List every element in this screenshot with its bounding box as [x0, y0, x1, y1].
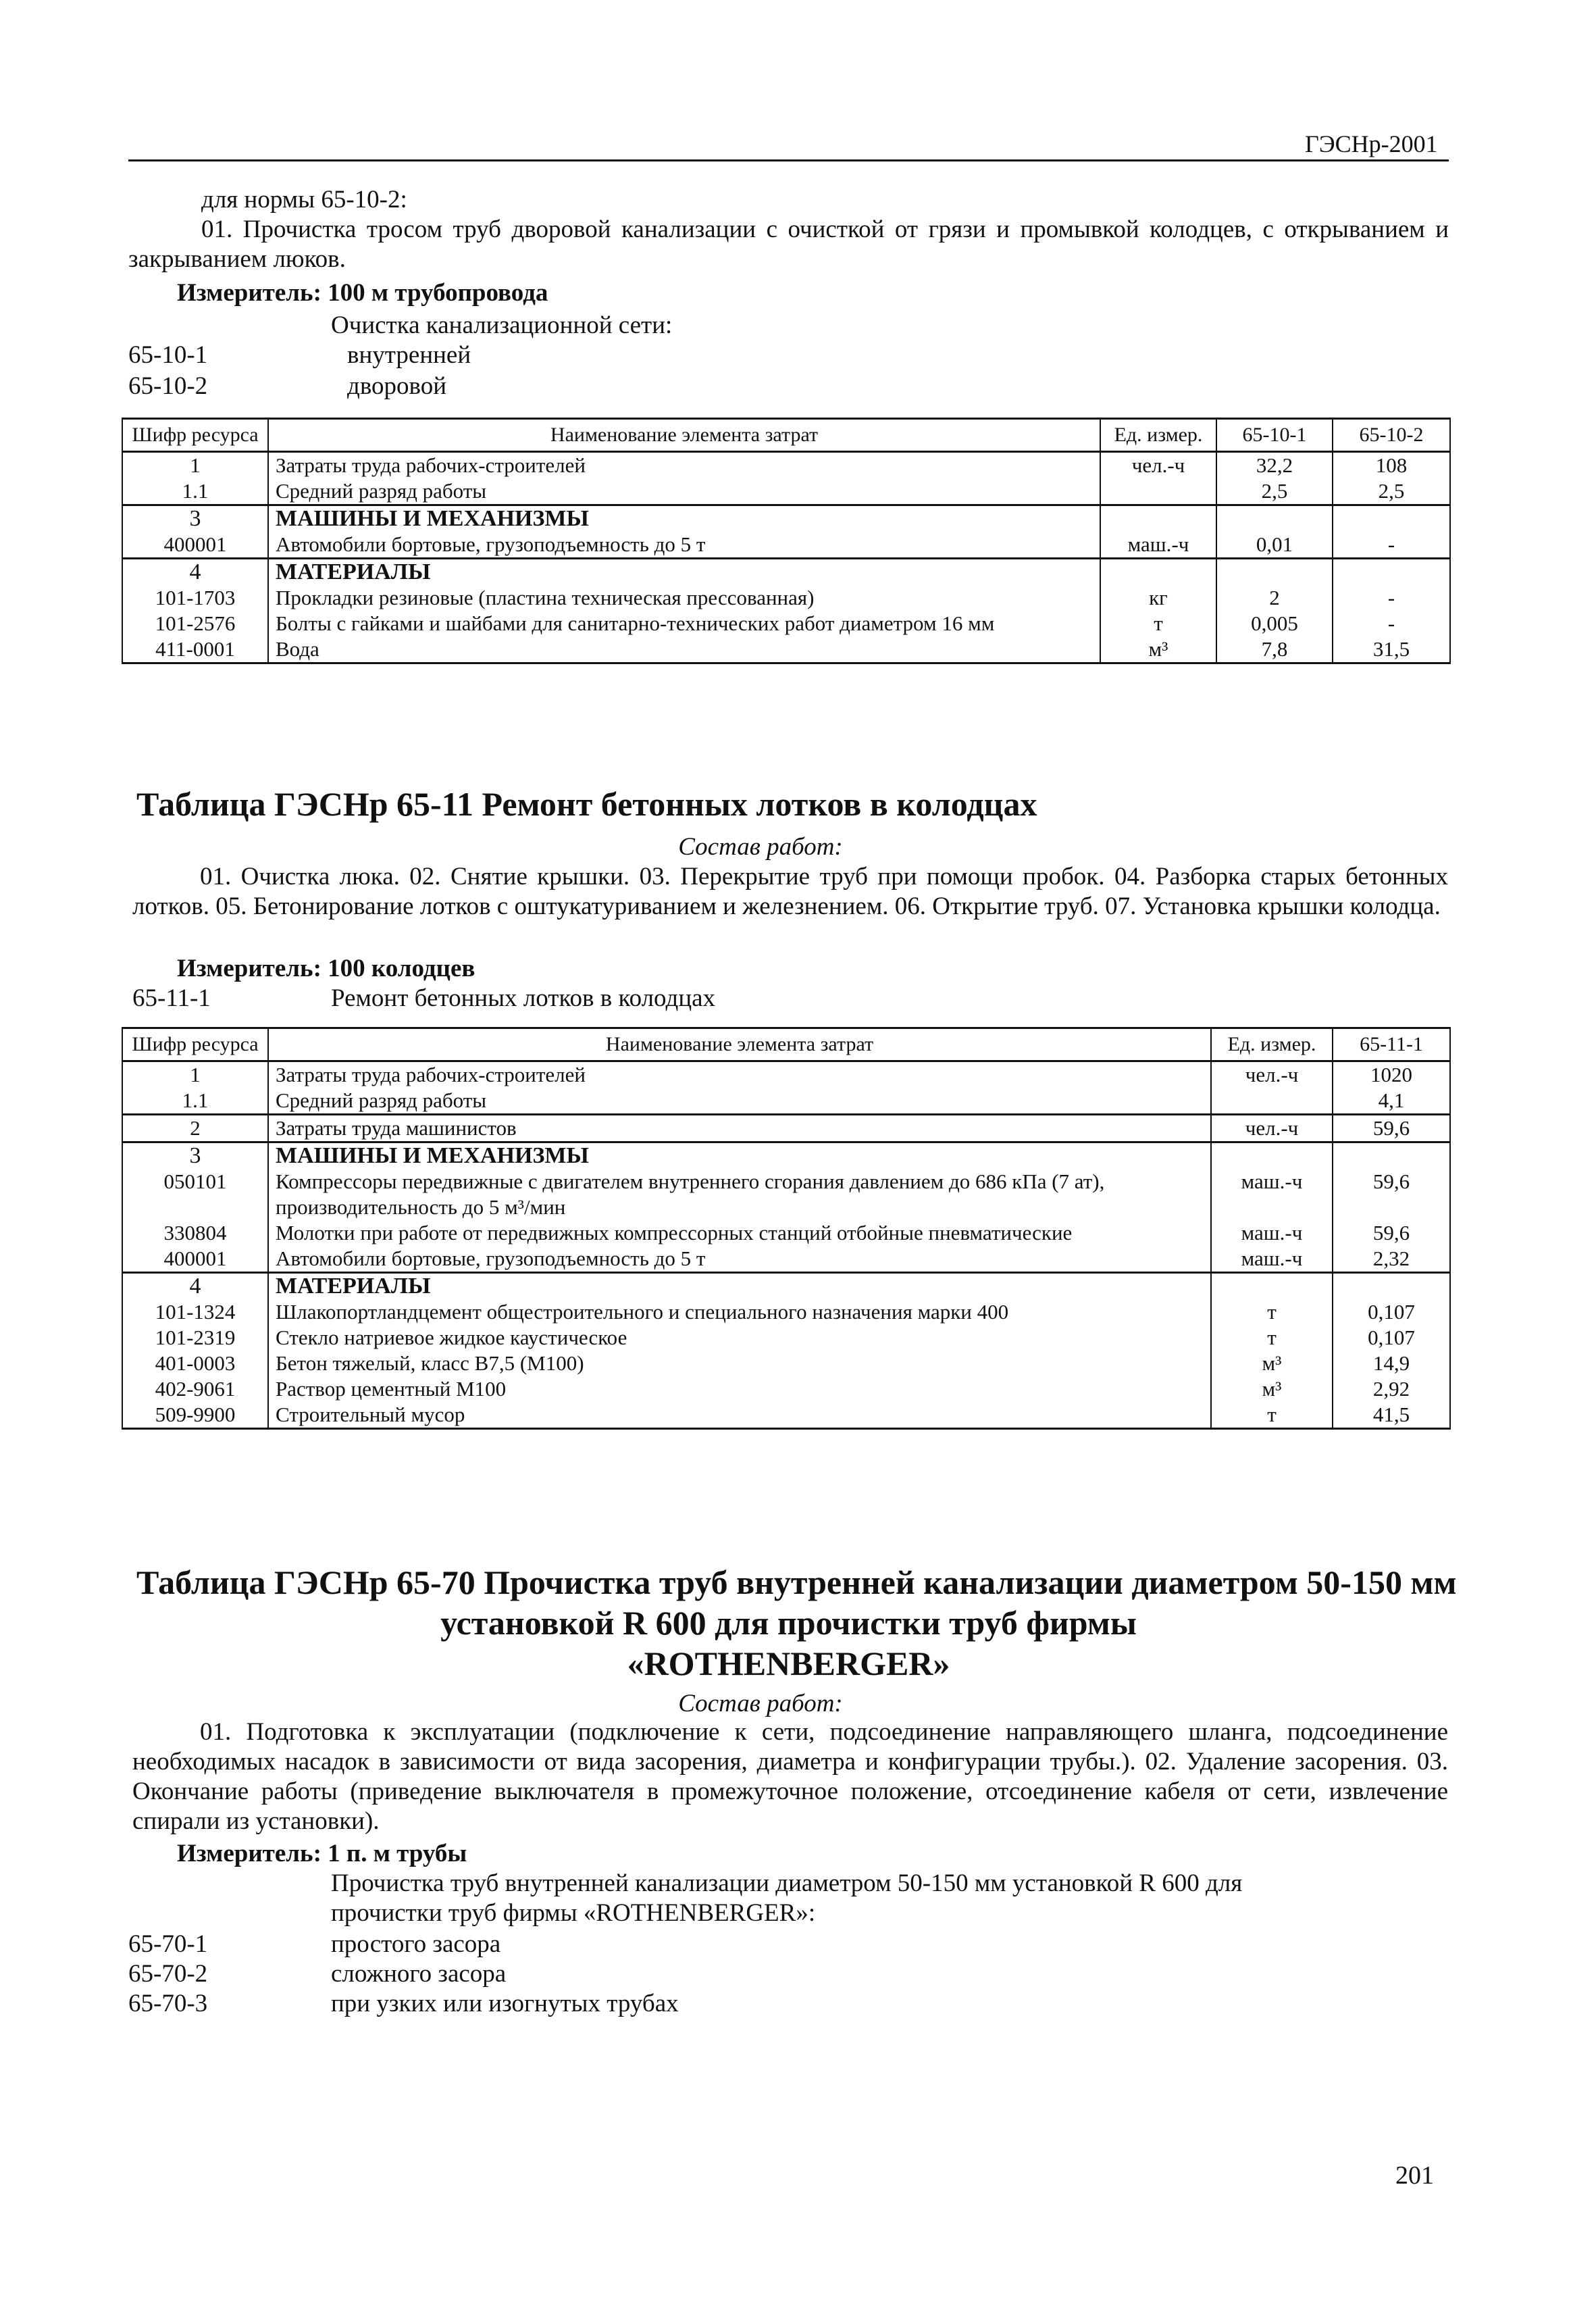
resource-name: Болты с гайками и шайбами для санитарно-технических работ диаметром 16 мм — [268, 611, 1100, 636]
resource-code: 101-1324 — [122, 1299, 268, 1325]
resource-value: 59,6 — [1333, 1220, 1450, 1246]
resource-value: - — [1333, 532, 1450, 559]
resource-code: 4 — [122, 1273, 268, 1300]
resource-value: 108 — [1333, 452, 1450, 479]
resource-value: 2,32 — [1333, 1246, 1450, 1273]
resource-value: 0,01 — [1216, 532, 1333, 559]
resource-value: 2,5 — [1333, 478, 1450, 505]
section-title-65-11: Таблица ГЭСНр 65-11 Ремонт бетонных лотков в колодцах — [136, 785, 1037, 823]
measure-unit: Измеритель: 100 м трубопровода — [177, 279, 548, 307]
resource-unit: маш.-ч — [1211, 1169, 1333, 1220]
resource-unit: т — [1211, 1299, 1333, 1325]
work-composition: 01. Очистка люка. 02. Снятие крышки. 03. Перекрытие труб при помощи пробок. 04. Разборка старых бетонных лотков. 05. Бетонирование лотков с оштукатуриванием и железнением. 06. Открытие труб. 07. Установка крышки колодца. — [132, 863, 1448, 920]
work-composition: 01. Прочистка тросом труб дворовой канализации с очисткой от грязи и промывкой колодцев, с открыванием и закрыванием люков. — [128, 216, 1449, 273]
resource-name: Затраты труда рабочих-строителей — [268, 1061, 1211, 1088]
resource-value: 59,6 — [1333, 1115, 1450, 1142]
resource-unit: м³ — [1211, 1351, 1333, 1376]
table-row — [122, 1169, 1450, 1220]
resource-name: Раствор цементный М100 — [268, 1376, 1211, 1402]
norm-code: 65-70-3 — [128, 1990, 208, 2017]
norm-name: Ремонт бетонных лотков в колодцах — [331, 984, 716, 1012]
section-name: МАШИНЫ И МЕХАНИЗМЫ — [268, 505, 1100, 532]
resource-unit: маш.-ч — [1211, 1220, 1333, 1246]
composition-label: Состав работ: — [678, 1690, 843, 1717]
resource-code: 050101 — [122, 1169, 268, 1220]
resource-code: 1.1 — [122, 1088, 268, 1115]
resource-value: 2,92 — [1333, 1376, 1450, 1402]
table-row — [122, 478, 1450, 505]
resource-unit — [1211, 1142, 1333, 1169]
resource-code: 1.1 — [122, 478, 268, 505]
resource-unit: кг — [1100, 585, 1216, 611]
section-name: МАТЕРИАЛЫ — [268, 559, 1100, 586]
table-row — [122, 1376, 1450, 1402]
norm-reference: для нормы 65-10-2: — [201, 186, 407, 213]
section-name: МАШИНЫ И МЕХАНИЗМЫ — [268, 1142, 1211, 1169]
section-title-65-70-line3: «ROTHENBERGER» — [627, 1644, 950, 1682]
resource-value: 1020 — [1333, 1061, 1450, 1088]
table-row — [122, 611, 1450, 636]
resource-value — [1216, 505, 1333, 532]
resource-name: Средний разряд работы — [268, 478, 1100, 505]
header-code: Шифр ресурса — [122, 1028, 268, 1061]
resource-code: 402-9061 — [122, 1376, 268, 1402]
resource-unit: чел.-ч — [1211, 1061, 1333, 1088]
section-title-65-70-line2: установкой R 600 для прочистки труб фирмы — [440, 1604, 1137, 1642]
resource-code: 1 — [122, 452, 268, 479]
header-unit: Ед. измер. — [1100, 419, 1216, 452]
resource-code: 401-0003 — [122, 1351, 268, 1376]
table-header-row — [122, 419, 1450, 452]
norm-code: 65-70-1 — [128, 1930, 208, 1958]
resource-value: - — [1333, 585, 1450, 611]
document-code-header: ГЭСНр-2001 — [1305, 130, 1438, 157]
norm-code: 65-10-1 — [128, 341, 208, 369]
header-name: Наименование элемента затрат — [268, 419, 1100, 452]
norm-code: 65-10-2 — [128, 372, 208, 400]
resource-code: 1 — [122, 1061, 268, 1088]
header-norm-1: 65-11-1 — [1333, 1028, 1450, 1061]
resource-name: Затраты труда рабочих-строителей — [268, 452, 1100, 479]
resource-name: Стекло натриевое жидкое каустическое — [268, 1325, 1211, 1351]
resource-name: Вода — [268, 636, 1100, 663]
table-row — [122, 532, 1450, 559]
norm-name: сложного засора — [331, 1960, 507, 1988]
resource-name: Строительный мусор — [268, 1402, 1211, 1429]
resource-code: 509-9900 — [122, 1402, 268, 1429]
resource-value — [1333, 505, 1450, 532]
resource-name: Компрессоры передвижные с двигателем внутреннего сгорания давлением до 686 кПа (7 ат), производительность до 5 м³/мин — [268, 1169, 1211, 1220]
resource-value: 31,5 — [1333, 636, 1450, 663]
resource-value: 4,1 — [1333, 1088, 1450, 1115]
norm-code: 65-11-1 — [132, 984, 211, 1012]
resource-value — [1333, 1273, 1450, 1300]
resource-code: 400001 — [122, 532, 268, 559]
resource-name: Средний разряд работы — [268, 1088, 1211, 1115]
resource-unit: т — [1211, 1325, 1333, 1351]
resource-code: 400001 — [122, 1246, 268, 1273]
resource-unit: т — [1100, 611, 1216, 636]
header-unit: Ед. измер. — [1211, 1028, 1333, 1061]
resource-value: 0,107 — [1333, 1299, 1450, 1325]
resource-value — [1333, 1142, 1450, 1169]
resource-table-65-10 — [122, 418, 1451, 664]
header-norm-1: 65-10-1 — [1216, 419, 1333, 452]
resource-code: 101-1703 — [122, 585, 268, 611]
resource-value: 7,8 — [1216, 636, 1333, 663]
resource-unit: м³ — [1211, 1376, 1333, 1402]
norm-name: простого засора — [331, 1930, 501, 1958]
resource-name: Шлакопортландцемент общестроительного и специального назначения марки 400 — [268, 1299, 1211, 1325]
norm-name: внутренней — [347, 341, 471, 369]
resource-value — [1216, 559, 1333, 586]
table-row — [122, 1088, 1450, 1115]
table-row — [122, 1325, 1450, 1351]
measure-unit: Измеритель: 1 п. м трубы — [177, 1840, 467, 1867]
table-row — [122, 452, 1450, 479]
resource-unit — [1100, 559, 1216, 586]
norm-subtitle: Прочистка труб внутренней канализации диаметром 50-150 мм установкой R 600 для прочистки труб фирмы «ROTHENBERGER»: — [331, 1869, 1243, 1927]
resource-name: Затраты труда машинистов — [268, 1115, 1211, 1142]
resource-value: 32,2 — [1216, 452, 1333, 479]
page-number: 201 — [1395, 2161, 1434, 2190]
resource-code: 101-2319 — [122, 1325, 268, 1351]
table-row — [122, 1299, 1450, 1325]
resource-unit: т — [1211, 1402, 1333, 1429]
resource-value: - — [1333, 611, 1450, 636]
resource-unit — [1100, 505, 1216, 532]
resource-unit — [1211, 1088, 1333, 1115]
resource-unit: чел.-ч — [1100, 452, 1216, 479]
work-composition: 01. Подготовка к эксплуатации (подключение к сети, подсоединение направляющего шланга, подсоединение необходимых насадок в зависимости от вида засорения, диаметра и конфигурации трубы.). 02. Удаление засорения. 03. Окончание работы (приведение выключателя в промежуточное положение, отсоединение кабеля от сети, извлечение спирали из установки). — [132, 1718, 1448, 1835]
header-norm-2: 65-10-2 — [1333, 419, 1450, 452]
table-row — [122, 636, 1450, 663]
table-row — [122, 559, 1450, 586]
resource-value: 59,6 — [1333, 1169, 1450, 1220]
table-row — [122, 1142, 1450, 1169]
table-row — [122, 1061, 1450, 1088]
resource-unit: чел.-ч — [1211, 1115, 1333, 1142]
resource-value: 14,9 — [1333, 1351, 1450, 1376]
norm-subtitle: Очистка канализационной сети: — [331, 311, 673, 339]
resource-value: 41,5 — [1333, 1402, 1450, 1429]
resource-table-65-11 — [122, 1027, 1451, 1430]
table-row — [122, 1402, 1450, 1429]
resource-code: 330804 — [122, 1220, 268, 1246]
resource-name: Бетон тяжелый, класс В7,5 (М100) — [268, 1351, 1211, 1376]
resource-unit — [1211, 1273, 1333, 1300]
resource-value: 2 — [1216, 585, 1333, 611]
table-row — [122, 1246, 1450, 1273]
resource-unit: маш.-ч — [1100, 532, 1216, 559]
norm-name: при узких или изогнутых трубах — [331, 1990, 679, 2017]
resource-code: 101-2576 — [122, 611, 268, 636]
resource-unit: маш.-ч — [1211, 1246, 1333, 1273]
norm-code: 65-70-2 — [128, 1960, 208, 1988]
resource-value: 0,107 — [1333, 1325, 1450, 1351]
table-header-row — [122, 1028, 1450, 1061]
header-name: Наименование элемента затрат — [268, 1028, 1211, 1061]
resource-value: 2,5 — [1216, 478, 1333, 505]
resource-value: 0,005 — [1216, 611, 1333, 636]
resource-unit: м³ — [1100, 636, 1216, 663]
table-row — [122, 1273, 1450, 1300]
header-rule — [128, 159, 1449, 161]
table-row — [122, 505, 1450, 532]
resource-name: Прокладки резиновые (пластина техническая прессованная) — [268, 585, 1100, 611]
resource-name: Молотки при работе от передвижных компрессорных станций отбойные пневматические — [268, 1220, 1211, 1246]
resource-code: 3 — [122, 1142, 268, 1169]
resource-name: Автомобили бортовые, грузоподъемность до 5 т — [268, 532, 1100, 559]
resource-code: 4 — [122, 559, 268, 586]
measure-unit: Измеритель: 100 колодцев — [177, 955, 475, 982]
resource-code: 3 — [122, 505, 268, 532]
resource-code: 411-0001 — [122, 636, 268, 663]
resource-unit — [1100, 478, 1216, 505]
resource-name: Автомобили бортовые, грузоподъемность до 5 т — [268, 1246, 1211, 1273]
table-row — [122, 1220, 1450, 1246]
table-row — [122, 585, 1450, 611]
header-code: Шифр ресурса — [122, 419, 268, 452]
section-name: МАТЕРИАЛЫ — [268, 1273, 1211, 1300]
resource-code: 2 — [122, 1115, 268, 1142]
table-row — [122, 1115, 1450, 1142]
composition-label: Состав работ: — [678, 833, 843, 861]
resource-value — [1333, 559, 1450, 586]
norm-name: дворовой — [347, 372, 447, 400]
section-title-65-70-line1: Таблица ГЭСНр 65-70 Прочистка труб внутренней канализации диаметром 50-150 мм — [136, 1563, 1457, 1601]
table-row — [122, 1351, 1450, 1376]
